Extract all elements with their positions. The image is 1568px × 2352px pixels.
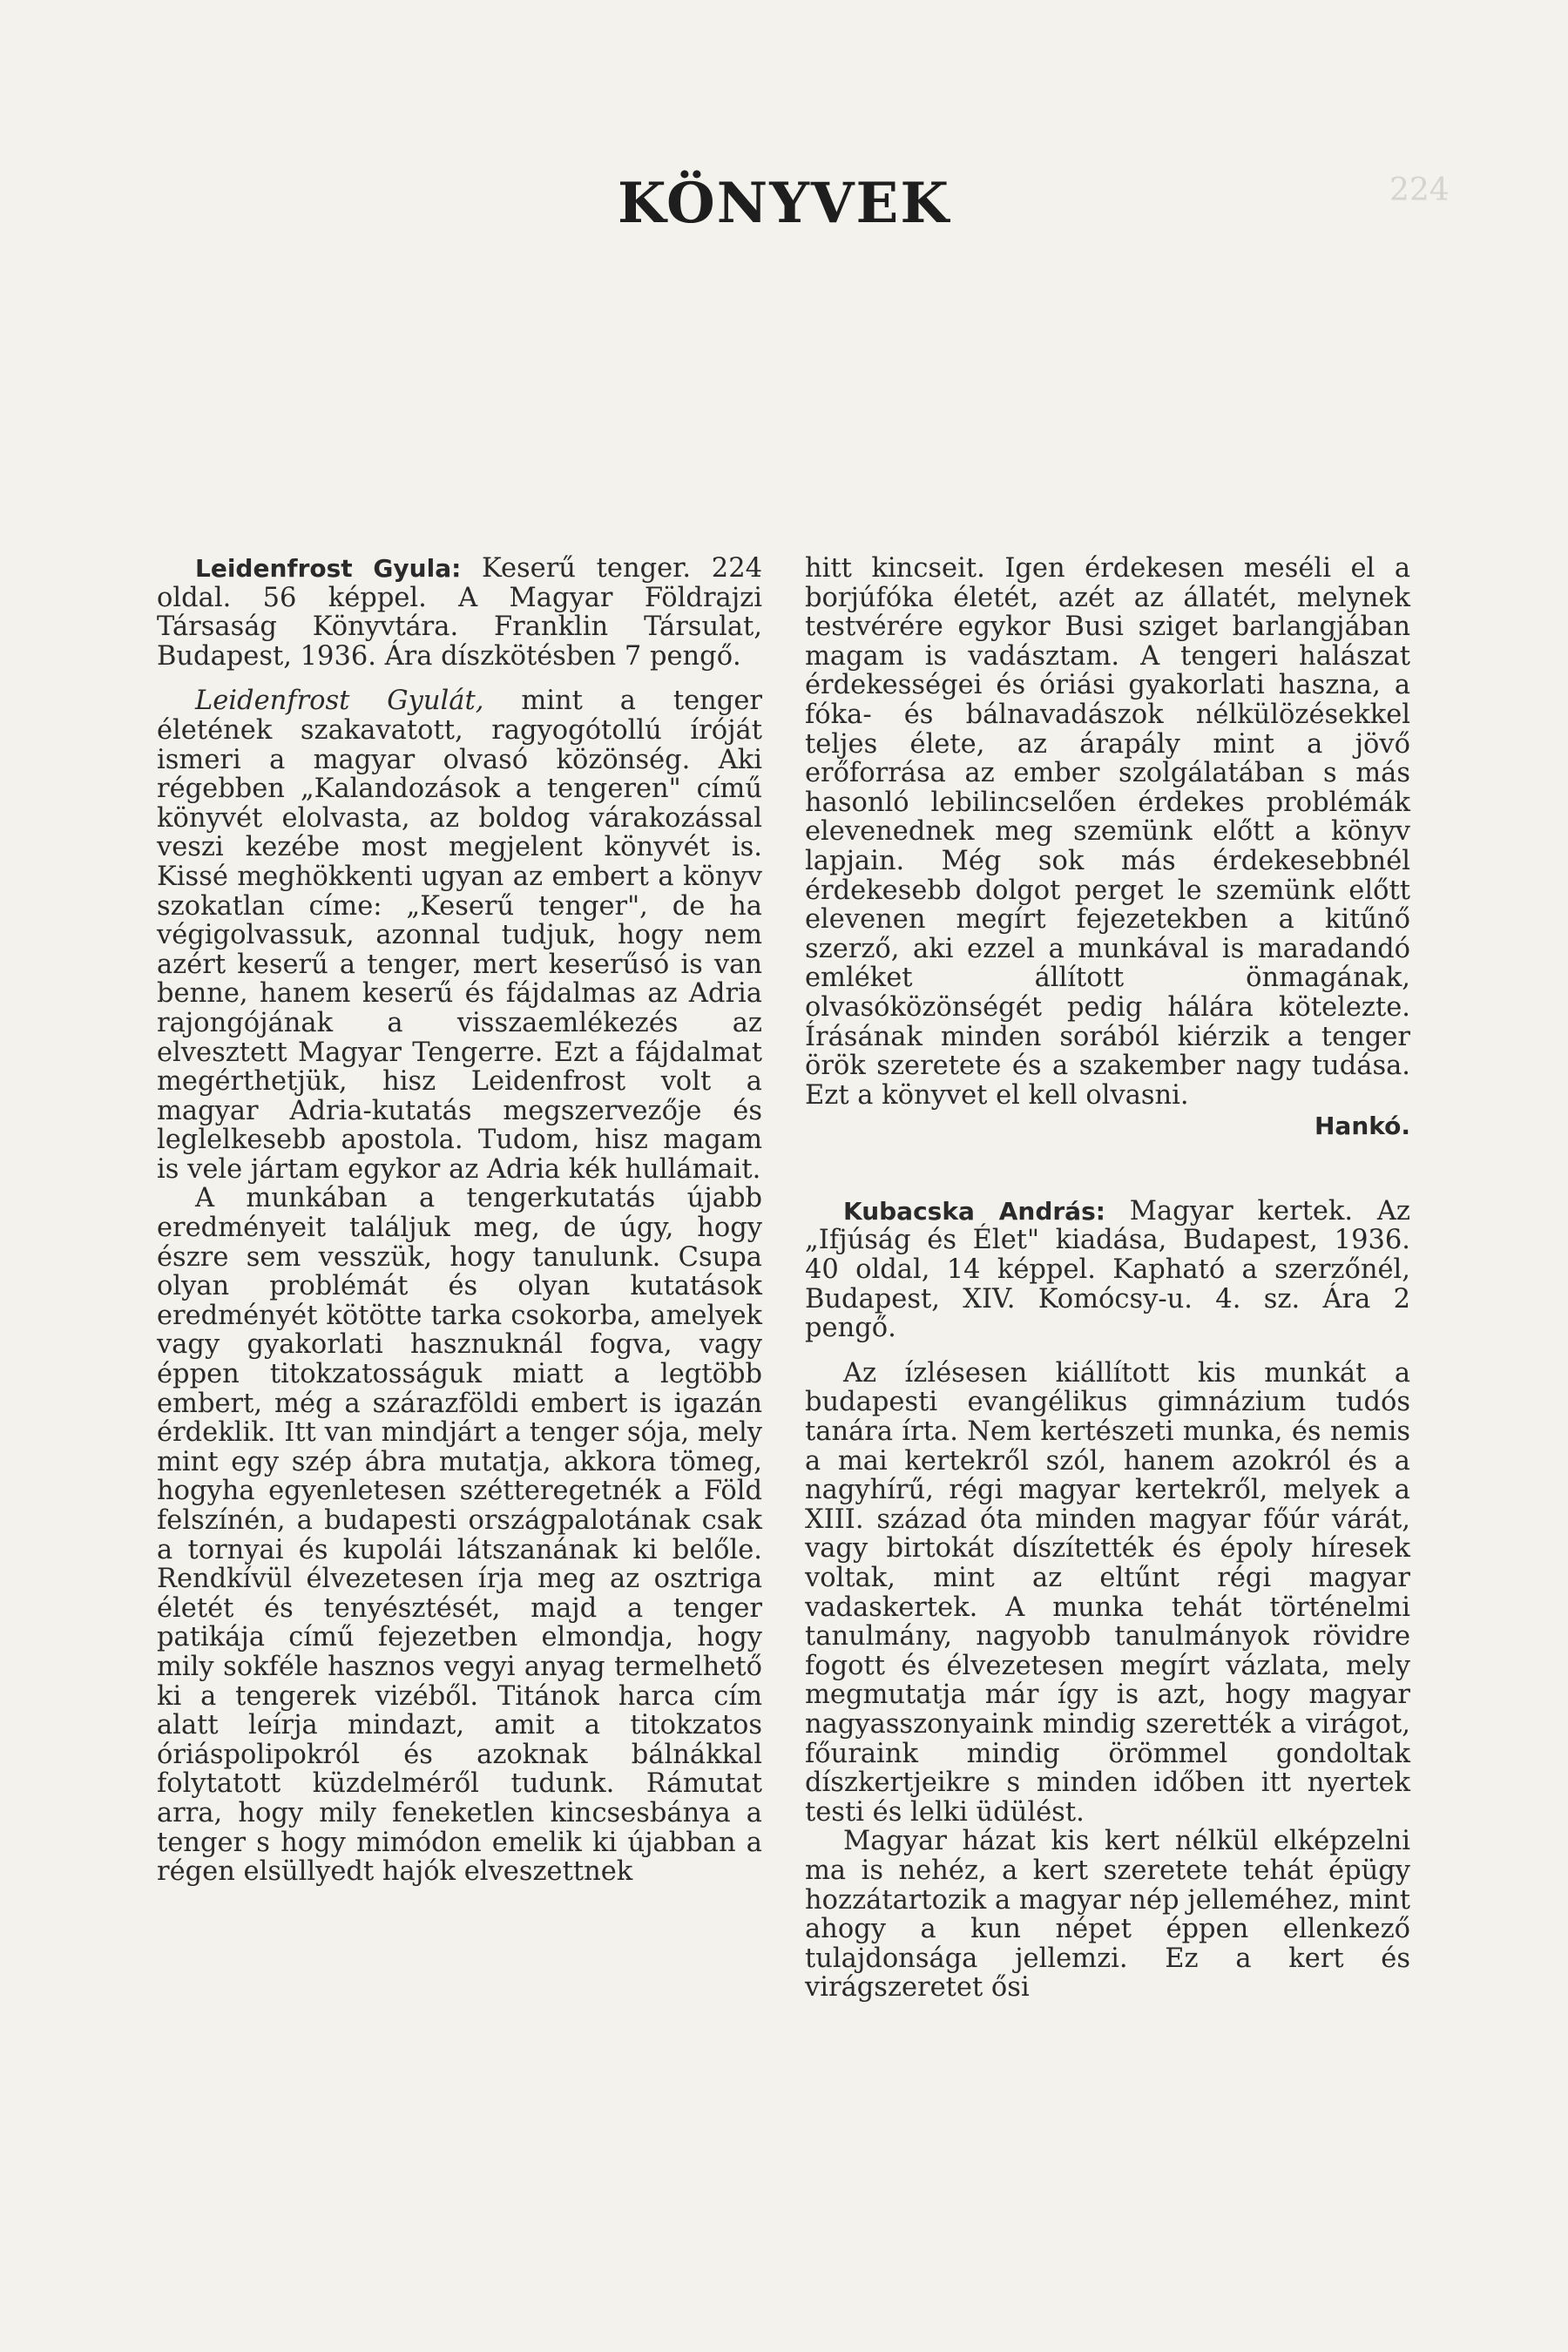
- review2-paragraph-2: Magyar házat kis kert nélkül elképzelni ma is nehéz, a kert szeretete tehát épügy hozzátartozik a magyar nép jelleméhez, mint ahogy a kun népet éppen ellenkező tulajdonsága jellemzi. Ez a kert és virágszeretet ősi: [805, 1826, 1410, 2004]
- review2-citation-text: Magyar kertek. Az „Ifjúság és Élet" kiadása, Budapest, 1936. 40 oldal, 14 képpel. Kapható a szerzőnél, Budapest, XIV. Komócsy-u. 4. sz. Ára 2 pengő.: [805, 1195, 1410, 1344]
- left-column: [157, 554, 762, 1887]
- review1-paragraph-1: [157, 686, 762, 1184]
- review2-paragraph-1: Az ízlésesen kiállított kis munkát a budapesti evangélikus gimnázium tudós tanára írta. Nem kertészeti munka, és nemis a mai kertekről szól, hanem azokról és a nagyhírű, régi magyar kertekről, melyek a XIII. század óta minden magyar főúr várát, vagy birtokát díszítették és époly híresek voltak, mint az eltűnt régi magyar vadaskertek. A munka tehát történelmi tanulmány, nagyobb tanulmányok rövidre fogott és élvezetesen megírt vázlata, mely megmutatja már így is azt, hogy magyar nagyasszonyaink mindig szerették a virágot, főuraink mindig örömmel gondoltak díszkertjeikre s minden időben itt nyertek testi és lelki üdülést.: [805, 1357, 1410, 1828]
- right-column: [805, 554, 1410, 2003]
- review2-citation: [805, 1197, 1410, 1343]
- page-number: 224: [1389, 172, 1450, 208]
- page-title: KÖNYVEK: [618, 171, 950, 236]
- review1-signature: Hankó.: [1314, 1112, 1410, 1141]
- review1-paragraph-2: A munkában a tengerkutatás újabb eredményeit találjuk meg, de úgy, hogy észre sem vesszük, hogy tanulunk. Csupa olyan problémát és olyan kutatások eredményét kötötte tarka csokorba, amelyek vagy gyakorlati hasznuknál fogva, vagy éppen titokzatosságuk miatt a legtöbb embert, még a szárazföldi embert is igazán érdeklik. Itt van mindjárt a tenger sója, mely mint egy szép ábra mutatja, akkora tömeg, hogyha egyenletesen szétteregetnék a Föld felszínén, a budapesti országpalotának csak a tornyai és kupolái látszanának ki belőle. Rendkívül élvezetesen írja meg az osztriga életét és tenyésztését, majd a tenger patikája című fejezetben elmondja, hogy mily sokféle hasznos vegyi anyag termelhető ki a tengerek vizéből. Titánok harca cím alatt leírja mindazt, amit a titokzatos óriáspolipokról és azoknak bálnákkal folytatott küzdelméről tudunk. Rámutat arra, hogy mily feneketlen kincsesbánya a tenger s hogy mimódon emelik ki újabban a régen elsüllyedt hajók elveszettnek: [157, 1183, 762, 1888]
- review1-paragraph-2-continued: hitt kincseit. Igen érdekesen meséli el a borjúfóka életét, azét az állatét, melynek testvérére egykor Busi sziget barlangjában magam is vadásztam. A tengeri halászat érdekességei és óriási gyakorlati haszna, a fóka- és bálnavadászok nélkülözésekkel teljes élete, az árapály mint a jövő erőforrása az ember szolgálatában s más hasonló lebilincselően érdekes problémák elevenednek meg szemünk előtt a könyv lapjain. Még sok más érdekesebbnél érdekesebb dolgot perget le szemünk előtt elevenen megírt fejezetekben a kitűnő szerző, aki ezzel a munkával is maradandó emléket állított önmagának, olvasóközönségét pedig hálára kötelezte. Írásának minden sorából kiérzik a tenger örök szeretete és a szakember nagy tudása. Ezt a könyvet el kell olvasni.: [805, 553, 1410, 1111]
- review1-author: Leidenfrost Gyula:: [195, 554, 462, 583]
- review1-p1-author: Leidenfrost Gyulát,: [195, 686, 484, 717]
- review2-author: Kubacska András:: [843, 1196, 1105, 1226]
- review1-citation: [157, 554, 762, 671]
- review-separator: [805, 1141, 1410, 1197]
- review1-citation-text: Keserű tenger. 224 oldal. 56 képpel. A Magyar Földrajzi Társaság Könyvtára. Franklin Társulat, Budapest, 1936. Ára díszkötésben 7 pengő.: [157, 553, 763, 672]
- review1-p1-text: mint a tenger életének szakavatott, ragyogótollú íróját ismeri a magyar olvasó közönség. Aki régebben „Kalandozások a tengeren" című könyvét elolvasta, az boldog várakozással veszi kezébe most megjelent könyvét is. Kissé meghökkenti ugyan az embert a könyv szokatlan címe: „Keserű tenger", de ha végigolvassuk, azonnal tudjuk, hogy nem azért keserű a tenger, mert keserűsó is van benne, hanem keserű és fájdalmas az Adria rajongójának a visszaemlékezés az elvesztett Magyar Tengerre. Ezt a fájdalmat megérthetjük, hisz Leidenfrost volt a magyar Adria-kutatás megszervezője és leglelkesebb apostola. Tudom, hisz magam is vele jártam egykor az Adria kék hullámait.: [157, 686, 762, 1185]
